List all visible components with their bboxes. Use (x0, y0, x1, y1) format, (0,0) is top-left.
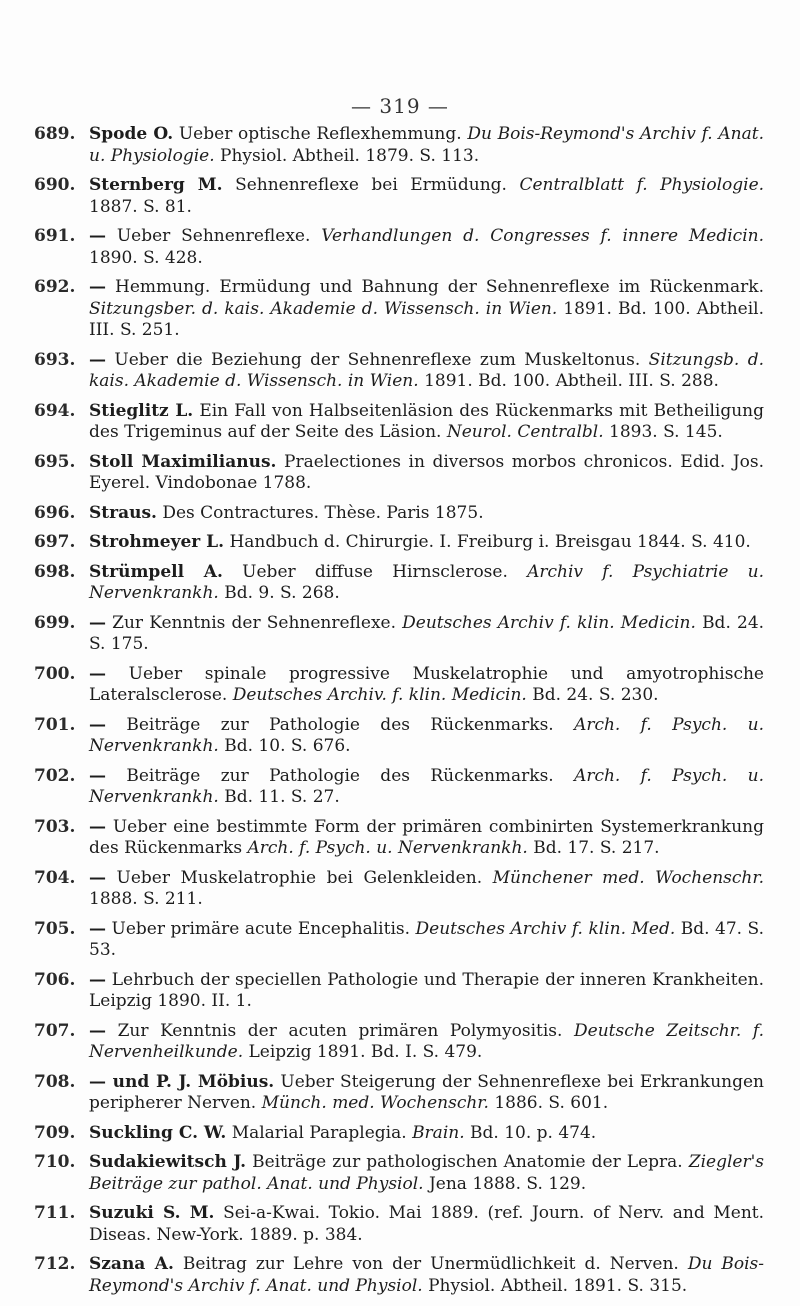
entry-number: 707. (34, 1020, 76, 1041)
entry-title: Ueber eine bestimmte Form der primären combinirten Systemerkrankung des Rückenmarks (89, 816, 765, 858)
entry-title: Beiträge zur pathologischen Anatomie der Lepra. (252, 1152, 683, 1172)
entry-title: Ueber optische Reflexhemmung. (178, 124, 462, 144)
entry-number: 693. (34, 349, 76, 370)
bibliography-entry (34, 664, 764, 707)
entry-author: — (89, 867, 106, 888)
entry-number: 698. (34, 561, 76, 582)
entry-journal: Sitzungsber. d. kais. Akademie d. Wissensch. in Wien. (89, 298, 558, 319)
entry-details: Leipzig 1891. Bd. I. S. 479. (248, 1042, 483, 1062)
entry-journal: Deutsches Archiv f. klin. Med. (415, 918, 676, 939)
entry-title: Ueber Steigerung der Sehnenreflexe bei Erkrankungen peripherer Nerven. (89, 1071, 764, 1113)
entry-author: — (89, 765, 106, 786)
entry-details: Bd. 10. p. 474. (470, 1122, 597, 1143)
bibliography-entry (34, 1072, 764, 1115)
entry-author: Strümpell A. (89, 561, 223, 582)
entry-title: Beiträge zur Pathologie des Rückenmarks. (126, 765, 554, 786)
entry-number: 710. (34, 1152, 76, 1172)
entry-number: 712. (34, 1254, 76, 1274)
entry-number: 689. (34, 124, 76, 144)
entry-author: Suzuki S. M. (89, 1203, 215, 1223)
bibliography-entry (34, 277, 764, 342)
entry-number: 691. (34, 226, 76, 246)
entry-title: Beiträge zur Pathologie des Rückenmarks. (126, 714, 554, 735)
entry-author: — (89, 969, 106, 990)
entry-number: 695. (34, 451, 76, 472)
bibliography-entry (34, 613, 764, 656)
bibliography-entry (34, 226, 764, 269)
entry-title: Ueber diffuse Hirnsclerose. (242, 561, 508, 582)
entry-author: — (89, 349, 106, 370)
entry-details: Bd. 10. S. 676. (224, 736, 351, 756)
entry-details: Physiol. Abtheil. 1891. S. 315. (428, 1275, 688, 1296)
entry-author: Suckling C. W. (89, 1122, 227, 1143)
entry-details: Bd. 11. S. 27. (224, 787, 340, 807)
entry-author: — (89, 918, 106, 939)
bibliography-entry (34, 1123, 764, 1145)
entry-journal: Neurol. Centralbl. (446, 422, 604, 442)
page-number: — 319 — (351, 94, 449, 118)
entry-author: Sternberg M. (89, 175, 223, 195)
bibliography-entry (34, 175, 764, 218)
entry-journal: Archiv f. Psychiatrie u. Nervenkrankh. (89, 561, 765, 603)
bibliography-entry (34, 970, 764, 1013)
entry-author: Strohmeyer L. (89, 532, 225, 552)
entry-details: 1893. S. 145. (609, 422, 723, 442)
entry-journal: Brain. (412, 1122, 465, 1143)
entry-journal: Ziegler's Beiträge zur pathol. Anat. und Physiol. (89, 1152, 764, 1194)
entry-title: Ueber die Beziehung der Sehnenreflexe zum Muskeltonus. (114, 349, 641, 370)
bibliography-entry (34, 919, 764, 962)
bibliography-entry (34, 562, 764, 605)
entry-number: 700. (34, 663, 76, 684)
bibliography-entry (34, 401, 764, 444)
entry-number: 706. (34, 969, 76, 990)
entry-number: 692. (34, 277, 76, 297)
entry-title: Sei-a-Kwai. (223, 1203, 321, 1223)
bibliography-entry (34, 350, 764, 393)
entry-author: — (89, 816, 106, 837)
entry-journal: Centralblatt f. Physiologie. (519, 175, 765, 195)
bibliography-entry (34, 1152, 764, 1195)
bibliography-entry (34, 817, 764, 860)
entry-journal: Arch. f. Psych. u. Nervenkrankh. (89, 714, 764, 756)
entry-details: Bd. 24. S. 175. (89, 612, 765, 654)
entry-journal: Arch. f. Psych. u. Nervenkrankh. (247, 838, 528, 858)
entry-details: Physiol. Abtheil. 1879. S. 113. (220, 145, 480, 166)
bibliography-entry (34, 1021, 764, 1064)
entry-title: Ueber spinale progressive Muskelatrophie und amyotrophische Lateralsclerose. (89, 663, 764, 705)
bibliography-list (34, 124, 764, 1305)
entry-journal: Du Bois-Reymond's Archiv f. Anat. und Physiol. (89, 1254, 764, 1296)
entry-author: Stieglitz L. (89, 400, 194, 421)
entry-author: Szana A. (89, 1254, 174, 1274)
entry-title: Beitrag zur Lehre von der Unermüdlichkeit d. Nerven. (182, 1254, 679, 1274)
entry-details: Bd. 9. S. 268. (224, 583, 340, 603)
entry-number: 699. (34, 612, 76, 633)
entry-details: 1886. S. 601. (494, 1093, 609, 1113)
entry-title: Ueber Muskelatrophie bei Gelenkleiden. (116, 867, 483, 888)
entry-title: Des Contractures. Thèse. Paris 1875. (162, 502, 484, 523)
entry-title: Ueber primäre acute Encephalitis. (111, 918, 411, 939)
entry-number: 709. (34, 1122, 76, 1143)
bibliography-entry (34, 715, 764, 758)
entry-title: Lehrbuch der speciellen Pathologie und Therapie der inneren Krankheiten. Leipzig 1890. II. 1. (89, 969, 765, 1011)
entry-details: 1891. Bd. 100. Abtheil. III. S. 288. (424, 371, 719, 391)
bibliography-entry (34, 868, 764, 911)
entry-number: 711. (34, 1203, 76, 1223)
entry-journal: Deutsches Archiv f. klin. Medicin. (402, 612, 696, 633)
entry-title: Zur Kenntnis der Sehnenreflexe. (112, 612, 396, 633)
entry-journal: Sitzungsb. d. kais. Akademie d. Wissensch. in Wien. (89, 349, 765, 391)
entry-number: 690. (34, 175, 76, 195)
entry-title: Ueber Sehnenreflexe. (116, 226, 311, 246)
entry-journal: Münchener med. Wochenschr. (492, 867, 765, 888)
entry-author: — (89, 226, 106, 246)
entry-author: — (89, 1020, 106, 1041)
bibliography-entry (34, 503, 764, 525)
entry-details: 1888. S. 211. (89, 889, 203, 909)
entry-number: 696. (34, 502, 76, 523)
entry-details: Bd. 17. S. 217. (533, 838, 660, 858)
entry-number: 701. (34, 714, 76, 735)
entry-title: Sehnenreflexe bei Ermüdung. (235, 175, 507, 195)
bibliography-entry (34, 766, 764, 809)
entry-number: 708. (34, 1071, 76, 1092)
bibliography-entry (34, 1203, 764, 1246)
entry-number: 705. (34, 918, 76, 939)
entry-author: Stoll Maximilianus. (89, 451, 277, 472)
entry-journal: Arch. f. Psych. u. Nervenkrankh. (89, 765, 764, 807)
bibliography-entry (34, 124, 764, 167)
entry-title: Ein Fall von Halbseitenläsion des Rückenmarks mit Betheiligung des Trigeminus auf der Seite des Läsion. (89, 400, 764, 442)
entry-details: 1890. S. 428. (89, 247, 203, 268)
entry-number: 697. (34, 532, 76, 552)
entry-details: Bd. 47. S. 53. (89, 918, 765, 960)
entry-title: Handbuch d. Chirurgie. I. Freiburg i. Breisgau 1844. S. 410. (229, 532, 751, 552)
entry-number: 703. (34, 816, 76, 837)
entry-number: 694. (34, 400, 76, 421)
bibliography-entry (34, 452, 764, 495)
entry-author: Sudakiewitsch J. (89, 1152, 247, 1172)
entry-details: Bd. 24. S. 230. (532, 685, 659, 705)
entry-journal: Münch. med. Wochenschr. (261, 1093, 489, 1113)
entry-author: — und P. J. Möbius. (89, 1071, 275, 1092)
entry-title: Praelectiones in diversos morbos chronicos. Edid. Jos. Eyerel. Vindobonae 1788. (89, 451, 765, 493)
entry-author: — (89, 612, 106, 633)
entry-details: Jena 1888. S. 129. (428, 1173, 587, 1194)
entry-title: Hemmung. Ermüdung und Bahnung der Sehnenreflexe im Rückenmark. (115, 277, 764, 297)
bibliography-entry (34, 532, 764, 554)
entry-details: 1887. S. 81. (89, 196, 192, 217)
entry-title: Malarial Paraplegia. (231, 1122, 407, 1143)
entry-author: — (89, 277, 106, 297)
entry-author: Straus. (89, 502, 157, 523)
entry-author: — (89, 714, 106, 735)
entry-journal: Deutsches Archiv. f. klin. Medicin. (232, 685, 527, 705)
entry-journal: Deutsche Zeitschr. f. Nervenheilkunde. (89, 1020, 765, 1062)
bibliography-entry (34, 1254, 764, 1297)
entry-journal: Verhandlungen d. Congresses f. innere Medicin. (321, 226, 764, 246)
entry-number: 704. (34, 867, 76, 888)
entry-details: Tokio. Mai 1889. (ref. Journ. of Nerv. and Ment. Diseas. New-York. 1889. p. 384. (89, 1203, 765, 1245)
entry-details: 1891. Bd. 100. Abtheil. III. S. 251. (89, 298, 764, 340)
entry-author: Spode O. (89, 124, 174, 144)
entry-author: — (89, 663, 106, 684)
entry-title: Zur Kenntnis der acuten primären Polymyositis. (117, 1020, 563, 1041)
entry-number: 702. (34, 765, 76, 786)
entry-journal: Du Bois-Reymond's Archiv f. Anat. u. Physiologie. (89, 124, 764, 166)
